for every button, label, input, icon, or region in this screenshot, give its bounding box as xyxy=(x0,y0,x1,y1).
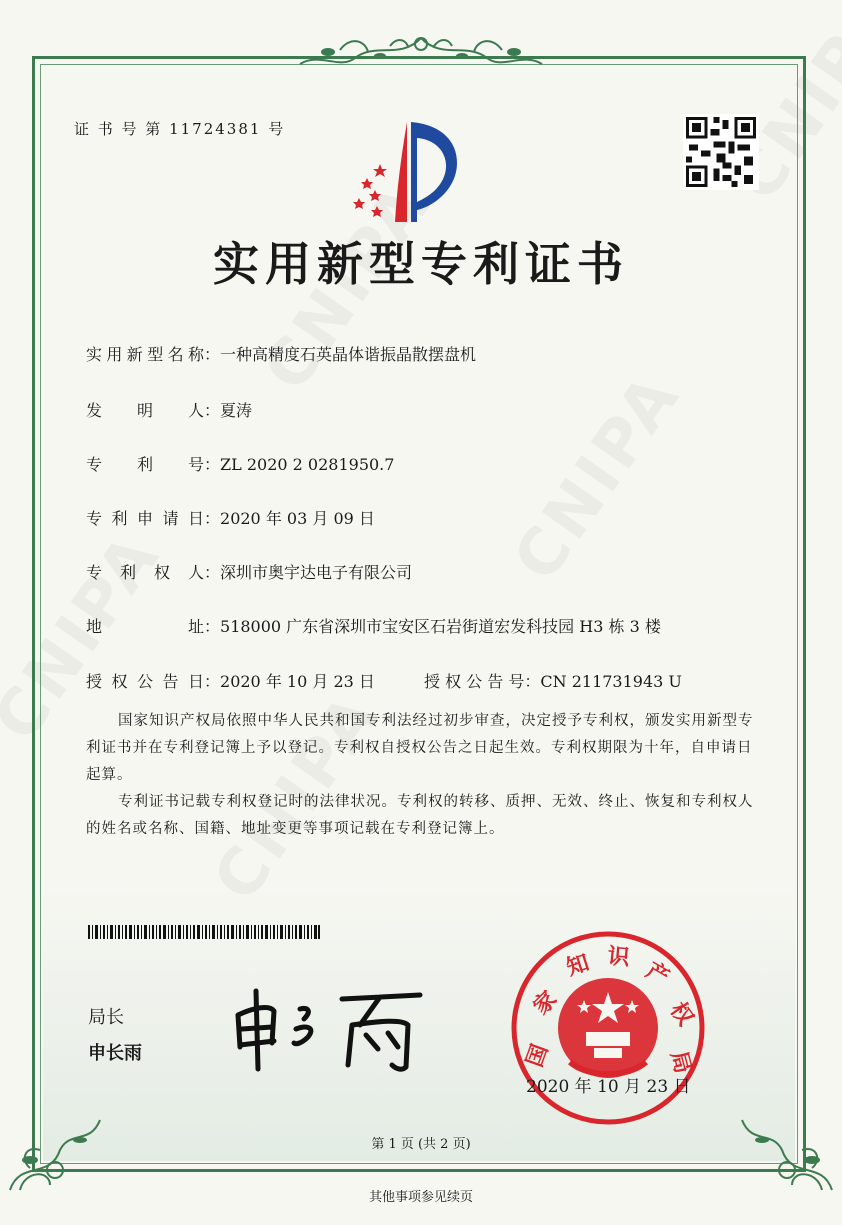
director-name: 申长雨 xyxy=(88,1043,142,1064)
field-label: 授 权 公 告 号 xyxy=(424,672,525,691)
svg-text:识: 识 xyxy=(606,944,631,971)
certificate-body xyxy=(86,708,762,843)
certificate-title: 实用新型专利证书 xyxy=(213,237,629,291)
field-patentee: 专利权人：深圳市奥宇达电子有限公司 xyxy=(86,560,412,583)
body-paragraph: 国家知识产权局依照中华人民共和国专利法经过初步审查，决定授予专利权，颁发实用新型专利证书并在专利登记簿上予以登记。专利权自授权公告之日起生效。专利权期限为十年，自申请日起算。 xyxy=(86,713,754,783)
director-title: 局长 xyxy=(88,1007,124,1028)
official-seal-icon xyxy=(508,928,708,1128)
field-label: 实用新型名称 xyxy=(86,345,204,364)
top-ornament-icon xyxy=(280,30,562,80)
field-address: 地址：518000 广东省深圳市宝安区石岩街道宏发科技园 H3 栋 3 楼 xyxy=(86,614,661,637)
field-value: 518000 广东省深圳市宝安区石岩街道宏发科技园 H3 栋 3 楼 xyxy=(220,617,661,636)
field-value: ZL 2020 2 0281950.7 xyxy=(220,455,395,474)
page-number: 第 1 页 (共 2 页) xyxy=(371,1137,471,1152)
field-patent-number: 专利号：ZL 2020 2 0281950.7 xyxy=(86,452,394,475)
field-label: 专利号 xyxy=(86,455,204,474)
barcode-icon xyxy=(88,925,320,939)
qr-code-icon xyxy=(683,114,759,190)
svg-text:局: 局 xyxy=(665,1048,696,1077)
field-value: 夏涛 xyxy=(220,401,253,420)
svg-text:国: 国 xyxy=(522,1041,554,1071)
field-inventor: 发明人：夏涛 xyxy=(86,398,252,421)
field-announcement-date: 授权公告日：2020 年 10 月 23 日 xyxy=(86,669,375,692)
signature-icon xyxy=(230,985,430,1075)
svg-text:家: 家 xyxy=(528,986,563,1021)
field-label: 地址 xyxy=(86,617,204,636)
field-value: 深圳市奥宇达电子有限公司 xyxy=(220,563,413,582)
continued-note: 其他事项参见续页 xyxy=(368,1190,473,1205)
field-utility-name: 实用新型名称：一种高精度石英晶体谐振晶散摆盘机 xyxy=(86,342,476,365)
seal-date: 2020 年 10 月 23 日 xyxy=(526,1077,691,1097)
certificate-number: 证 书 号 第 11724381 号 xyxy=(74,120,286,138)
field-label: 发明人 xyxy=(86,401,204,420)
field-label: 专利权人 xyxy=(86,563,204,582)
field-label: 授权公告日 xyxy=(86,672,204,691)
svg-text:产: 产 xyxy=(641,958,674,991)
field-value: 一种高精度石英晶体谐振晶散摆盘机 xyxy=(220,345,477,364)
field-value: CN 211731943 U xyxy=(540,672,682,691)
field-announcement-number: 授 权 公 告 号：CN 211731943 U xyxy=(424,672,682,691)
svg-text:权: 权 xyxy=(664,998,698,1031)
field-value: 2020 年 03 月 09 日 xyxy=(220,509,375,528)
field-label: 专利申请日 xyxy=(86,509,204,528)
field-value: 2020 年 10 月 23 日 xyxy=(220,672,375,691)
body-paragraph: 专利证书记载专利权登记时的法律状况。专利权的转移、质押、无效、终止、恢复和专利权人的姓名或名称、国籍、地址变更等事项记载在专利登记簿上。 xyxy=(86,794,754,837)
field-application-date: 专利申请日：2020 年 03 月 09 日 xyxy=(86,506,375,529)
cnipa-logo-icon xyxy=(345,118,485,224)
svg-text:知: 知 xyxy=(563,950,593,982)
